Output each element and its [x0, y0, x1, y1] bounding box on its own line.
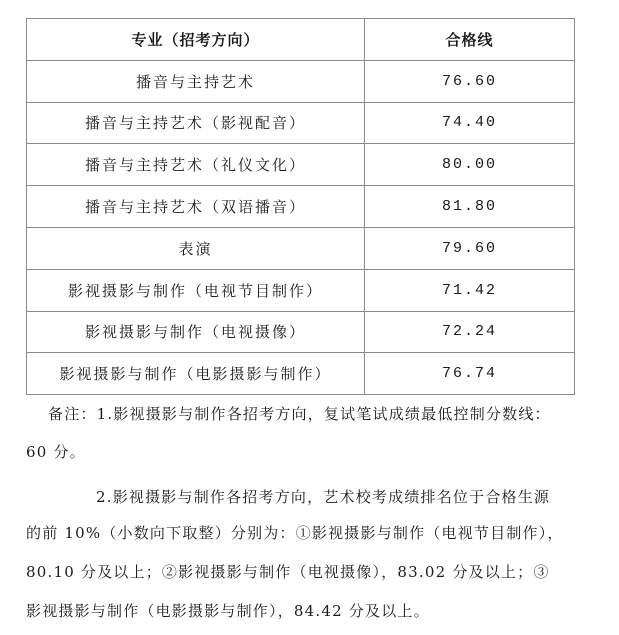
table-row — [27, 269, 575, 311]
major-cell: 表演 — [27, 227, 365, 269]
score-cell: 79.60 — [365, 227, 575, 269]
note-line-5: 80.10 分及以上；②影视摄影与制作（电视摄像），83.02 分及以上；③ — [26, 563, 550, 581]
score-cell: 72.24 — [365, 311, 575, 353]
major-cell: 影视摄影与制作（电影摄影与制作） — [27, 353, 365, 395]
major-cell: 播音与主持艺术（双语播音） — [27, 186, 365, 228]
major-cell: 播音与主持艺术 — [27, 60, 365, 102]
note-line-2: 60 分。 — [26, 443, 86, 461]
note-line-6: 影视摄影与制作（电影摄影与制作），84.42 分及以上。 — [26, 602, 430, 620]
major-cell: 播音与主持艺术（影视配音） — [27, 102, 365, 144]
table-row — [27, 353, 575, 395]
major-cell: 影视摄影与制作（电视摄像） — [27, 311, 365, 353]
table-row — [27, 186, 575, 228]
major-cell: 影视摄影与制作（电视节目制作） — [27, 269, 365, 311]
header-major: 专业（招考方向） — [27, 19, 365, 61]
table-header-row — [27, 19, 575, 61]
score-cell: 80.00 — [365, 144, 575, 186]
table-row — [27, 60, 575, 102]
note-line-3: 2.影视摄影与制作各招考方向，艺术校考成绩排名位于合格生源 — [96, 488, 551, 506]
passing-score-table — [26, 18, 575, 395]
table-row — [27, 102, 575, 144]
note-line-4: 的前 10%（小数向下取整）分别为：①影视摄影与制作（电视节目制作）， — [26, 524, 564, 542]
note-line-1: 备注：1.影视摄影与制作各招考方向，复试笔试成绩最低控制分数线： — [48, 405, 551, 423]
score-cell: 76.74 — [365, 353, 575, 395]
table-row — [27, 227, 575, 269]
major-cell: 播音与主持艺术（礼仪文化） — [27, 144, 365, 186]
score-cell: 81.80 — [365, 186, 575, 228]
score-cell: 71.42 — [365, 269, 575, 311]
header-score: 合格线 — [365, 19, 575, 61]
score-cell: 74.40 — [365, 102, 575, 144]
score-cell: 76.60 — [365, 60, 575, 102]
table-row — [27, 144, 575, 186]
table-row — [27, 311, 575, 353]
